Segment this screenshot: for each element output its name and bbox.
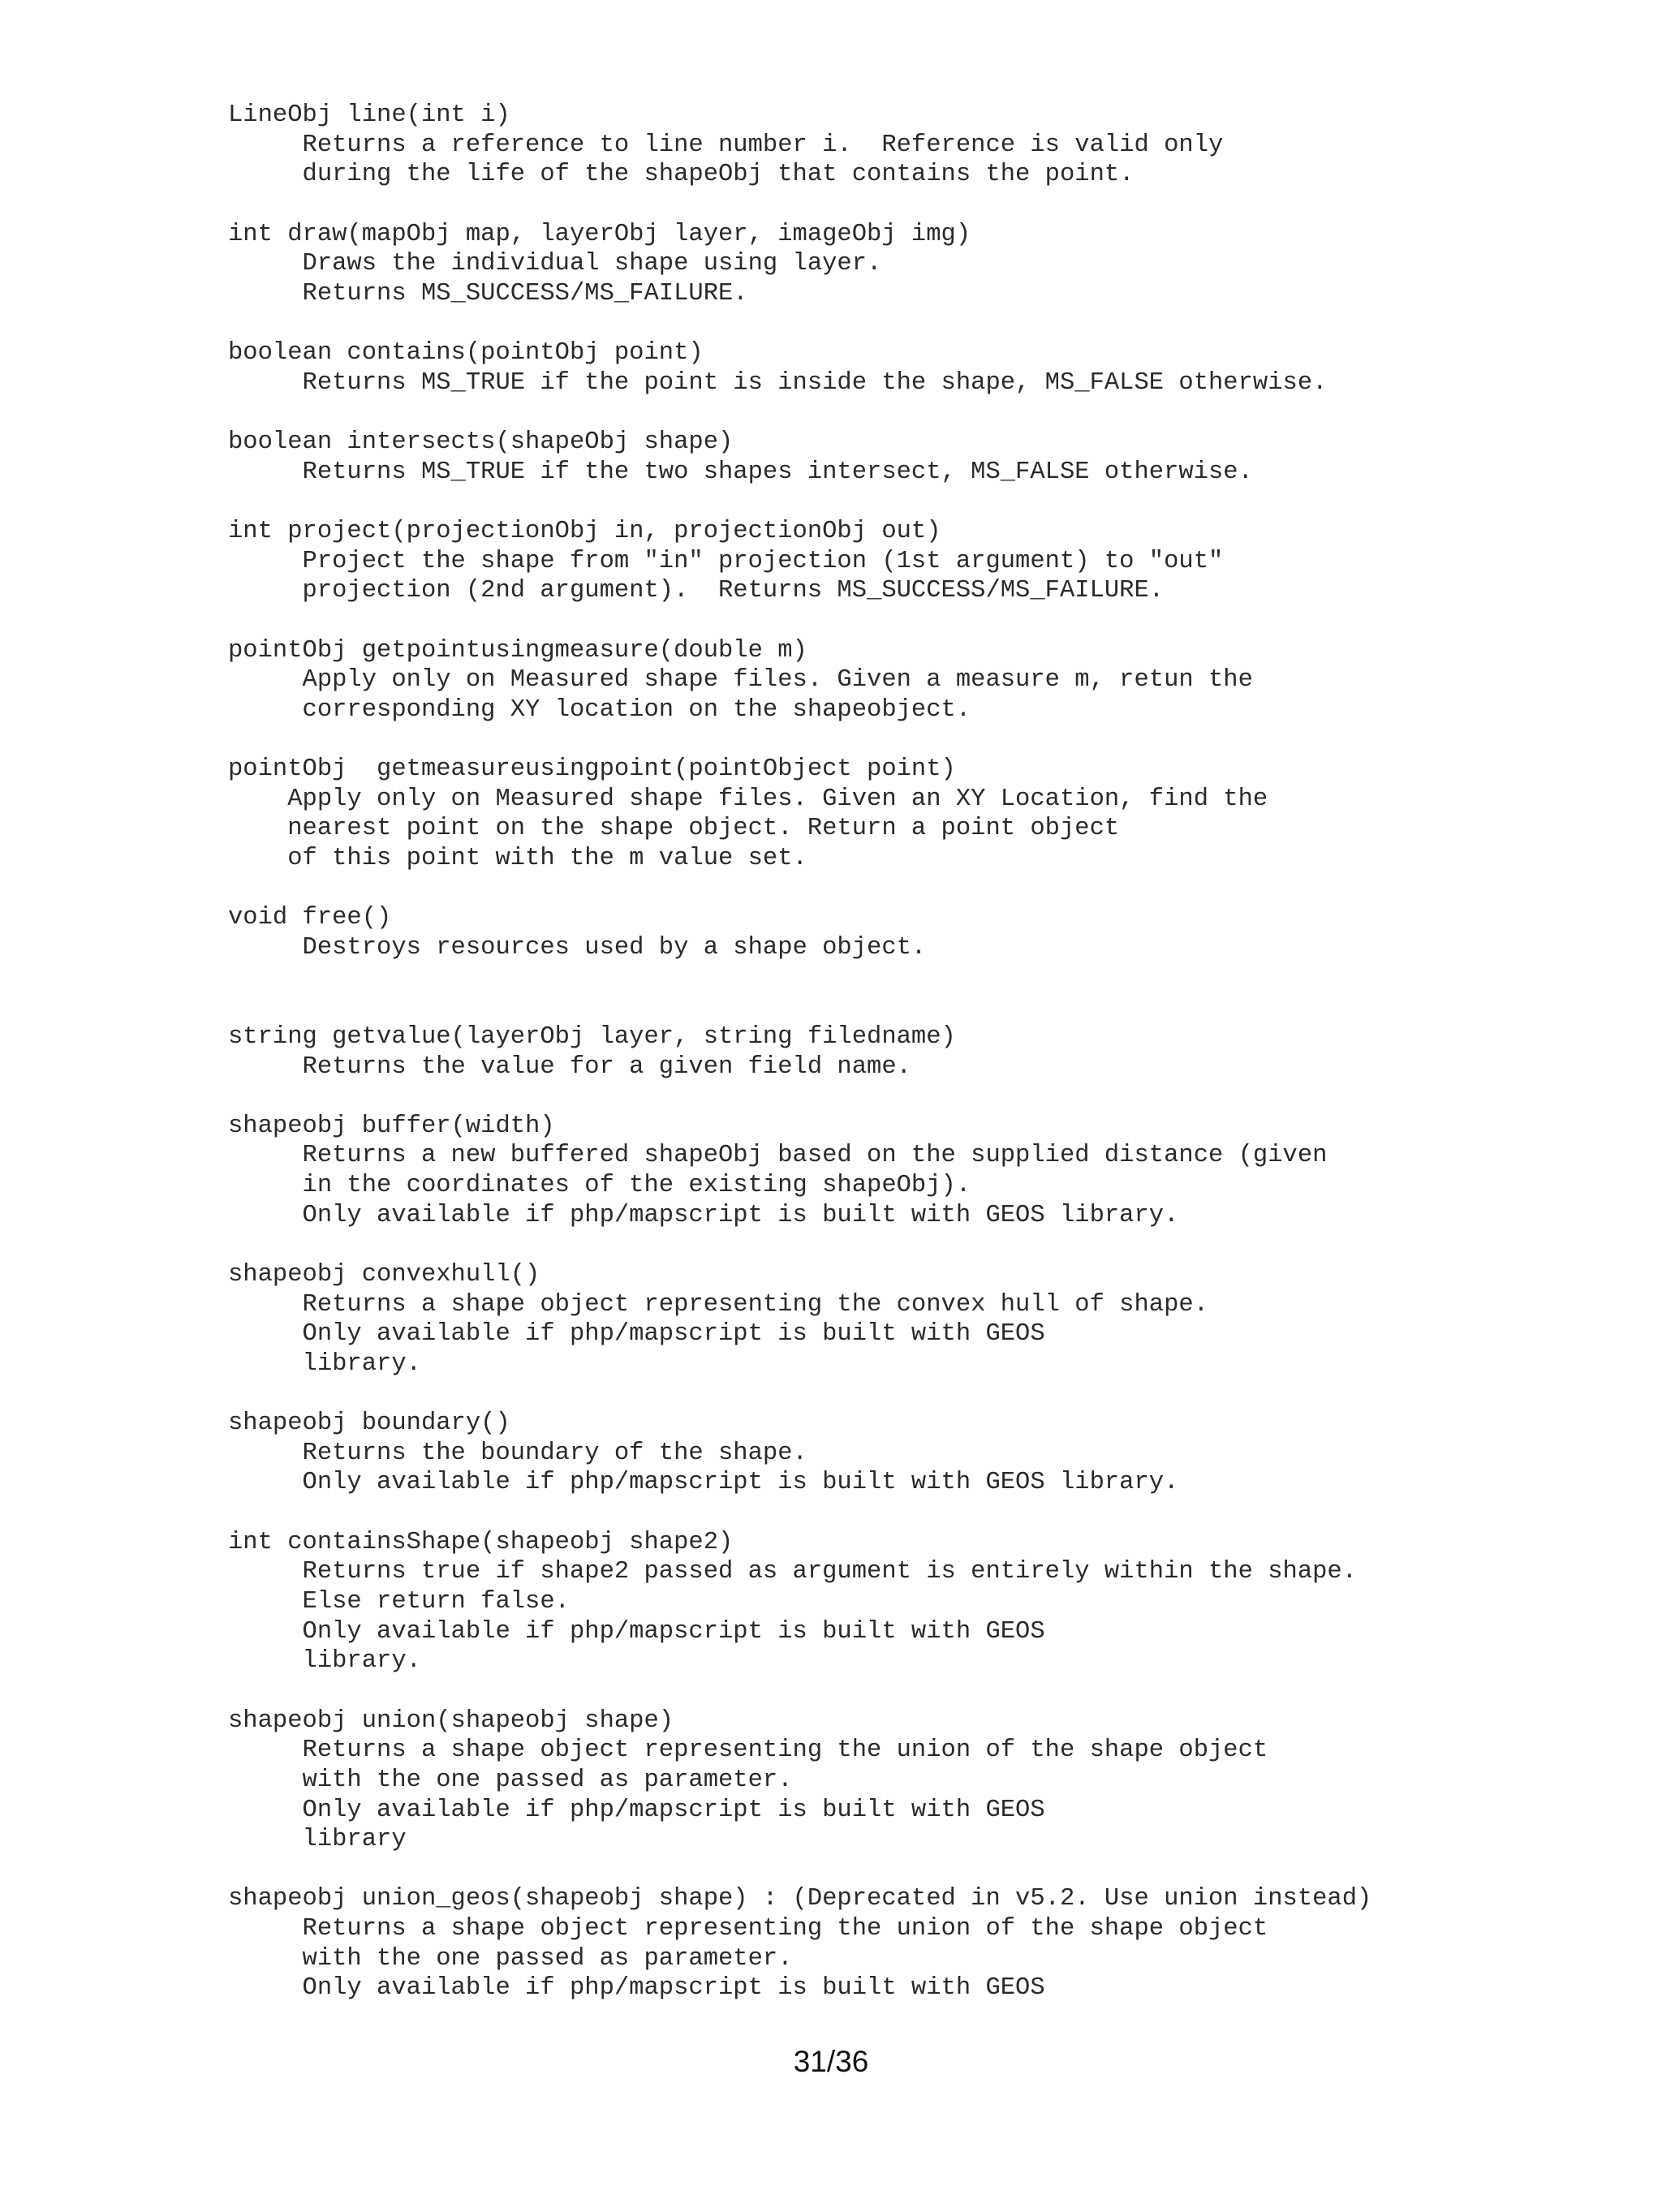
method-description-line: corresponding XY location on the shapeobject. (228, 695, 971, 724)
blank-line (228, 487, 1624, 517)
method-description-line: Returns a shape object representing the union of the shape object (228, 1915, 1268, 1943)
method-signature: boolean intersects(shapeObj shape) (228, 428, 734, 457)
blank-line (228, 1230, 1624, 1260)
blank-line (228, 874, 1624, 904)
method-description-line: Draws the individual shape using layer. (228, 250, 882, 278)
method-description-line: with the one passed as parameter. (228, 1944, 793, 1973)
method-description-line: Returns a shape object representing the convex hull of shape. (228, 1290, 1208, 1319)
method-description-line: Returns MS_SUCCESS/MS_FAILURE. (228, 279, 748, 308)
blank-line (228, 1498, 1624, 1528)
blank-line (228, 963, 1624, 993)
method-signature: shapeobj buffer(width) (228, 1112, 555, 1140)
page-number: 31/36 (793, 2045, 869, 2078)
method-description-line: Returns a shape object representing the union of the shape object (228, 1736, 1268, 1765)
method-description-line: nearest point on the shape object. Return a point object (228, 815, 1120, 843)
method-description-line: Only available if php/mapscript is built with GEOS library. (228, 1201, 1179, 1229)
method-description-line: Returns MS_TRUE if the two shapes intersect, MS_FALSE otherwise. (228, 458, 1253, 486)
method-description-line: Returns MS_TRUE if the point is inside the shape, MS_FALSE otherwise. (228, 368, 1328, 397)
method-description-line: during the life of the shapeObj that contains the point. (228, 161, 1135, 189)
method-signature: int containsShape(shapeobj shape2) (228, 1528, 734, 1556)
method-signature: shapeobj convexhull() (228, 1260, 540, 1289)
blank-line (228, 992, 1624, 1022)
method-description-line: Only available if php/mapscript is built with GEOS (228, 1617, 1045, 1646)
method-description-line: Apply only on Measured shape files. Given an XY Location, find the (228, 785, 1268, 813)
method-signature: string getvalue(layerObj layer, string filedname) (228, 1022, 956, 1051)
method-signature: LineObj line(int i) (228, 101, 510, 129)
blank-line (228, 1676, 1624, 1706)
blank-line (228, 1082, 1624, 1112)
method-description-line: library. (228, 1647, 421, 1676)
method-signature: int project(projectionObj in, projectionObj out) (228, 517, 941, 545)
method-signature: int draw(mapObj map, layerObj layer, imageObj img) (228, 220, 971, 248)
blank-line (228, 1379, 1624, 1409)
method-description-line: Only available if php/mapscript is built with GEOS library. (228, 1469, 1179, 1497)
method-description-line: Returns the value for a given field name. (228, 1052, 911, 1081)
method-description-line: Returns a reference to line number i. Reference is valid only (228, 131, 1224, 159)
method-description-line: with the one passed as parameter. (228, 1766, 793, 1794)
method-signature: pointObj getpointusingmeasure(double m) (228, 636, 807, 665)
blank-line (228, 308, 1624, 338)
method-signature: shapeobj union_geos(shapeobj shape) : (Deprecated in v5.2. Use union instead) (228, 1885, 1372, 1913)
method-description-line: Returns a new buffered shapeObj based on the supplied distance (given (228, 1142, 1328, 1170)
method-description-line: Project the shape from "in" projection (1st argument) to "out" (228, 547, 1224, 575)
method-description-line: Only available if php/mapscript is built with GEOS (228, 1796, 1045, 1824)
method-description-line: Only available if php/mapscript is built with GEOS (228, 1974, 1045, 2003)
method-description-line: Returns the boundary of the shape. (228, 1439, 807, 1467)
method-signature: shapeobj boundary() (228, 1409, 510, 1438)
method-description-line: Apply only on Measured shape files. Given a measure m, retun the (228, 666, 1253, 695)
method-description-line: library (228, 1826, 407, 1854)
method-signature: boolean contains(pointObj point) (228, 339, 704, 368)
blank-line (228, 190, 1624, 220)
method-description-line: Destroys resources used by a shape object. (228, 933, 927, 962)
method-description-line: of this point with the m value set. (228, 845, 807, 873)
method-signature: pointObj getmeasureusingpoint(pointObject point) (228, 755, 956, 784)
blank-line (228, 1855, 1624, 1885)
blank-line (228, 725, 1624, 755)
method-description-line: Only available if php/mapscript is built with GEOS (228, 1320, 1045, 1349)
method-description-line: Returns true if shape2 passed as argument is entirely within the shape. (228, 1558, 1358, 1586)
method-signature: void free() (228, 904, 392, 932)
method-signature: shapeobj union(shapeobj shape) (228, 1706, 674, 1735)
method-description-line: Else return false. (228, 1588, 570, 1616)
method-description-line: in the coordinates of the existing shapeObj). (228, 1172, 971, 1200)
document-body (228, 101, 1624, 2003)
blank-line (228, 398, 1624, 428)
blank-line (228, 606, 1624, 636)
method-description-line: library. (228, 1349, 421, 1378)
method-description-line: projection (2nd argument). Returns MS_SUCCESS/MS_FAILURE. (228, 577, 1165, 605)
